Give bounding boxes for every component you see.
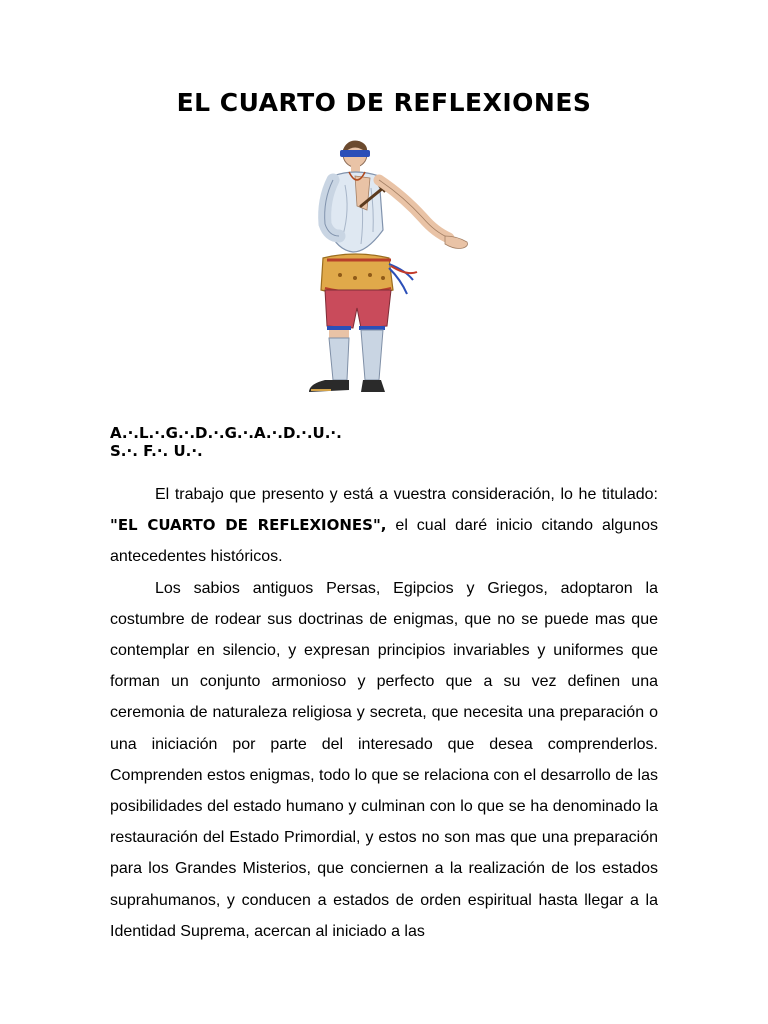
- paragraph-1: [110, 479, 658, 573]
- abbrev-line-2: S.·. F.·. U.·.: [110, 442, 203, 460]
- document-title: EL CUARTO DE REFLEXIONES: [176, 88, 592, 117]
- paragraph-1-bold-title: "EL CUARTO DE REFLEXIONES",: [110, 516, 387, 535]
- blindfolded-initiate-illustration: [295, 140, 480, 398]
- document-body: [110, 479, 658, 947]
- dedication-abbreviation: [110, 424, 342, 460]
- paragraph-1-text-end: el cual daré inicio citando algunos antecedentes históricos.: [110, 517, 658, 566]
- paragraph-1-text-start: El trabajo que presento y está a vuestra consideración, lo he titulado:: [155, 486, 658, 503]
- paragraph-2: Los sabios antiguos Persas, Egipcios y Griegos, adoptaron la costumbre de rodear sus doctrinas de enigmas, que no se puede mas que contemplar en silencio, y expresan principios invariables y uniformes que forman un conjunto armonioso y perfecto que a su vez definen una ceremonia de naturaleza religiosa y secreta, que necesita una preparación o una iniciación por parte del interesado que desea comprenderlos. Comprenden estos enigmas, todo lo que se relaciona con el desarrollo de las posibilidades del estado humano y culminan con lo que se ha denominado la restauración del Estado Primordial, y estos no son mas que una preparación para los Grandes Misterios, que conciernen a la realización de los estados suprahumanos, y conducen a estados de orden espiritual hasta llegar a la Identidad Suprema, acercan al iniciado a las: [110, 579, 658, 940]
- abbrev-line-1: A.·.L.·.G.·.D.·.G.·.A.·.D.·.U.·.: [110, 424, 342, 442]
